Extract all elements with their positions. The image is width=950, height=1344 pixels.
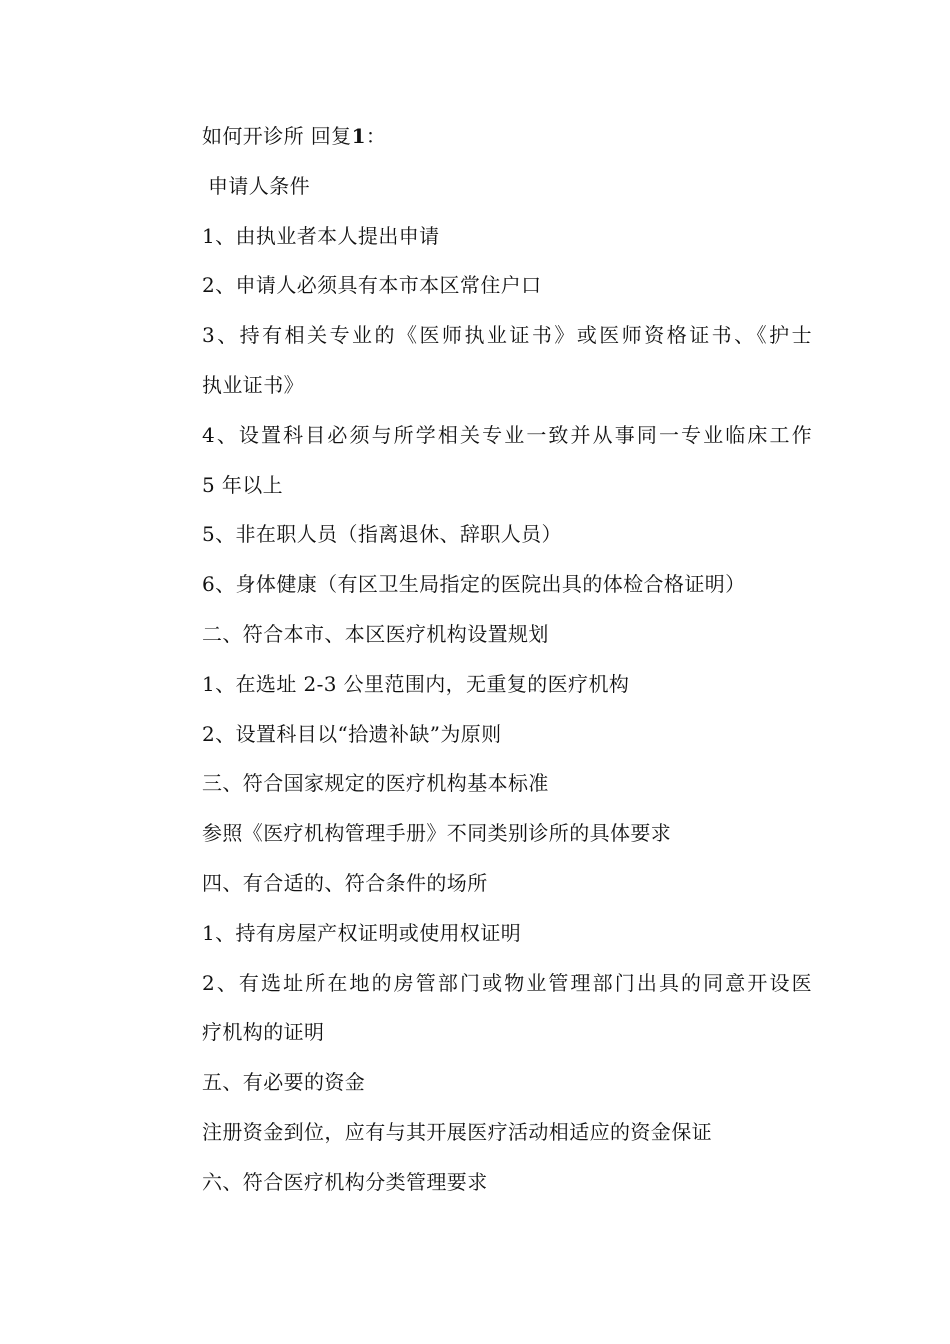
paragraph-line: 疗机构的证明 bbox=[202, 1020, 325, 1045]
paragraph-line: 参照《医疗机构管理手册》不同类别诊所的具体要求 bbox=[202, 821, 672, 846]
section-heading-5: 五、有必要的资金 bbox=[202, 1070, 366, 1095]
section-heading-3: 三、符合国家规定的医疗机构基本标准 bbox=[202, 771, 549, 796]
paragraph-line: 1、持有房屋产权证明或使用权证明 bbox=[202, 920, 522, 945]
paragraph-line: 2、设置科目以“拾遗补缺”为原则 bbox=[202, 721, 502, 746]
paragraph-line: 2、有选址所在地的房管部门或物业管理部门出具的同意开设医 bbox=[202, 970, 812, 995]
paragraph-line: 2、申请人必须具有本市本区常住户口 bbox=[202, 273, 542, 298]
title-number: 1 bbox=[351, 124, 366, 148]
section-heading-2: 二、符合本市、本区医疗机构设置规划 bbox=[202, 621, 549, 646]
section-heading-4: 四、有合适的、符合条件的场所 bbox=[202, 870, 488, 895]
paragraph-line: 1、在选址 2-3 公里范围内，无重复的医疗机构 bbox=[202, 671, 630, 696]
paragraph-line: 1、由执业者本人提出申请 bbox=[202, 223, 440, 248]
paragraph-line: 5 年以上 bbox=[202, 472, 284, 497]
paragraph-line: 5、非在职人员（指离退休、辞职人员） bbox=[202, 522, 562, 547]
document-body bbox=[202, 112, 812, 1208]
section-heading-6: 六、符合医疗机构分类管理要求 bbox=[202, 1169, 488, 1194]
paragraph-line: 4、设置科目必须与所学相关专业一致并从事同一专业临床工作 bbox=[202, 422, 812, 447]
section-heading-applicant: 申请人条件 bbox=[208, 173, 310, 198]
paragraph-line: 6、身体健康（有区卫生局指定的医院出具的体检合格证明） bbox=[202, 572, 746, 597]
paragraph-line: 注册资金到位，应有与其开展医疗活动相适应的资金保证 bbox=[202, 1119, 712, 1144]
paragraph-line: 3、持有相关专业的《医师执业证书》或医师资格证书、《护士 bbox=[202, 323, 812, 348]
title-suffix: ： bbox=[365, 124, 387, 148]
paragraph-line: 执业证书》 bbox=[202, 372, 304, 397]
title-prefix: 如何开诊所 回复 bbox=[202, 124, 352, 148]
document-title bbox=[202, 112, 812, 162]
